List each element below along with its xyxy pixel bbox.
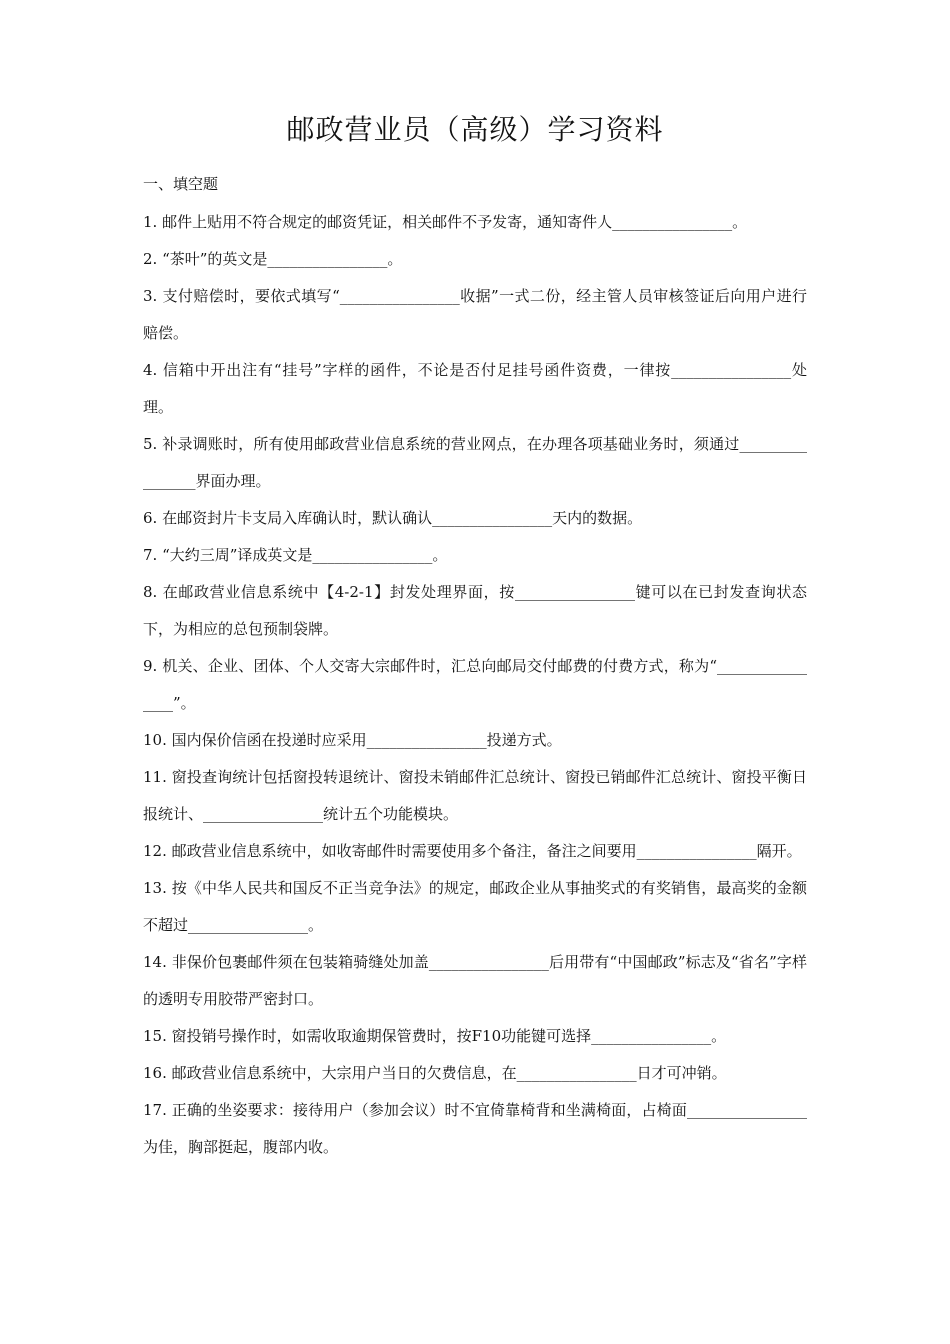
question-item: 6. 在邮资封片卡支局入库确认时，默认确认________________天内的数据。 — [143, 509, 643, 527]
question-item: 16. 邮政营业信息系统中，大宗用户当日的欠费信息，在________________日才可冲销。 — [143, 1064, 727, 1082]
question-item: 17. 正确的坐姿要求：接待用户（参加会议）时不宜倚靠椅背和坐满椅面，占椅面________________为佳，胸部挺起，腹部内收。 — [143, 1101, 807, 1156]
question-item: 8. 在邮政营业信息系统中【4-2-1】封发处理界面，按________________键可以在已封发查询状态下，为相应的总包预制袋牌。 — [143, 583, 807, 638]
question-item: 14. 非保价包裹邮件须在包装箱骑缝处加盖________________后用带有“中国邮政”标志及“省名”字样的透明专用胶带严密封口。 — [143, 953, 807, 1008]
question-item: 7. “大约三周”译成英文是________________。 — [143, 546, 448, 564]
question-item: 15. 窗投销号操作时，如需收取逾期保管费时，按F10功能键可选择________________。 — [143, 1027, 727, 1045]
question-item: 4. 信箱中开出注有“挂号”字样的函件，不论是否付足挂号函件资费，一律按________________处理。 — [143, 361, 807, 416]
question-item: 5. 补录调账时，所有使用邮政营业信息系统的营业网点，在办理各项基础业务时，须通过________________界面办理。 — [143, 435, 807, 490]
document-title: 邮政营业员（高级）学习资料 — [286, 113, 664, 146]
question-item: 10. 国内保价信函在投递时应采用________________投递方式。 — [143, 731, 562, 749]
question-item: 9. 机关、企业、团体、个人交寄大宗邮件时，汇总向邮局交付邮费的付费方式，称为“________________”。 — [143, 657, 807, 712]
question-item: 3. 支付赔偿时，要依式填写“________________收据”一式二份，经主管人员审核签证后向用户进行赔偿。 — [143, 287, 807, 342]
question-item: 2. “茶叶”的英文是________________。 — [143, 250, 403, 268]
question-list — [143, 204, 807, 1166]
question-item: 11. 窗投查询统计包括窗投转退统计、窗投未销邮件汇总统计、窗投已销邮件汇总统计、窗投平衡日报统计、________________统计五个功能模块。 — [143, 768, 807, 823]
question-item: 1. 邮件上贴用不符合规定的邮资凭证，相关邮件不予发寄，通知寄件人________________。 — [143, 213, 748, 231]
question-item: 12. 邮政营业信息系统中，如收寄邮件时需要使用多个备注，备注之间要用________________隔开。 — [143, 842, 802, 860]
question-item: 13. 按《中华人民共和国反不正当竞争法》的规定，邮政企业从事抽奖式的有奖销售，最高奖的金额不超过________________。 — [143, 879, 807, 934]
section-heading: 一、填空题 — [143, 175, 219, 193]
